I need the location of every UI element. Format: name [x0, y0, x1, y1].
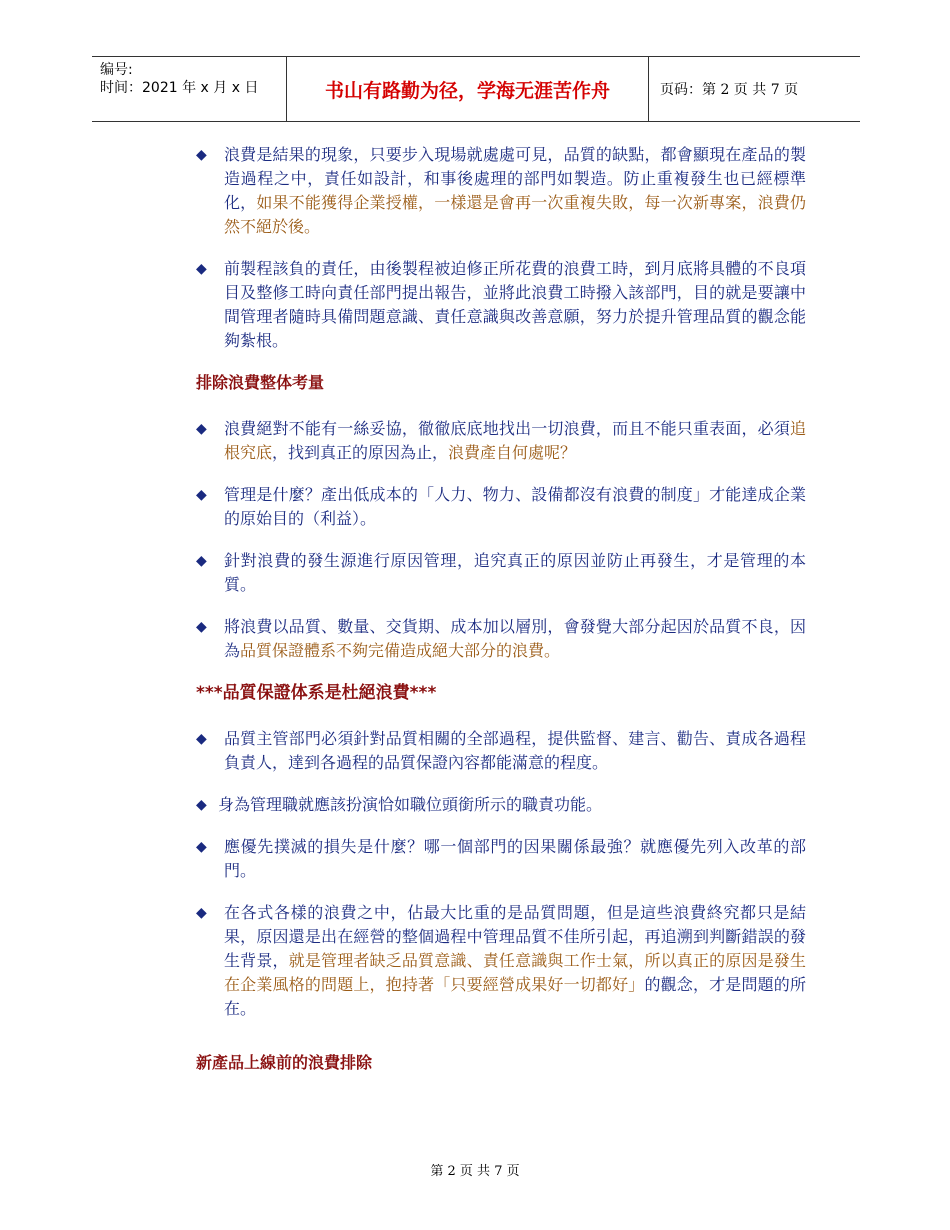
bullet-text: 應優先撲滅的損失是什麼？哪一個部門的因果關係最強？就應優先列入改革的部門。	[224, 837, 806, 880]
bullet-paragraph	[196, 727, 806, 775]
bullet-text: 品質主管部門必須針對品質相關的全部過程，提供監督、建言、勸告、責成各過程負責人，達到各過程的品質保證內容都能滿意的程度。	[224, 729, 806, 772]
page-footer: 第 2 页 共 7 页	[430, 1164, 520, 1179]
bullet-text: 品質保證體系不夠完備造成絕大部分的浪費。	[240, 641, 561, 660]
bullet-text: 浪費產自何處呢？	[448, 443, 577, 462]
bullet-text: 在各式各樣的浪費之中，佔最大比重的是品質問題，但是這些浪費終究都只是結果，原因還是出在經營的整個過程中管理品質不佳所引起，再追溯到判斷錯誤的發生背景，	[224, 903, 806, 970]
header-motto: 书山有路勤为径，学海无涯苦作舟	[324, 79, 610, 102]
bullet-paragraph	[196, 793, 806, 817]
document-body	[196, 143, 806, 1097]
bullet-group-mid	[196, 417, 806, 663]
bullet-text: 將浪費以品質、數量、交貨期、成本加以層別，會發覺大部分起因於品質不良，因為	[224, 617, 806, 660]
section-heading-overall: 排除浪費整体考量	[196, 373, 325, 392]
bullet-paragraph	[196, 615, 806, 663]
bullet-paragraph	[196, 143, 806, 239]
bullet-text: 管理是什麼？產出低成本的「人力、物力、設備都沒有浪費的制度」才能達成企業的原始目的（利益）。	[224, 485, 806, 528]
bullet-text: 的觀念，才是問題的所在。	[224, 975, 806, 1018]
number-label: 编号:	[100, 62, 133, 78]
bullet-paragraph	[196, 417, 806, 465]
page-header	[92, 56, 860, 122]
bullet-text: 浪費絕對不能有一絲妥協，徹徹底底地找出一切浪費，而且不能只重表面，必須	[224, 419, 790, 438]
bullet-paragraph	[196, 549, 806, 597]
bullet-text: 身為管理職就應該扮演恰如職位頭銜所示的職責功能。	[218, 795, 603, 814]
diamond-bullet-icon: ◆	[196, 487, 207, 503]
header-page-number: 页码：第 2 页 共 7 页	[660, 82, 799, 98]
header-meta	[100, 61, 258, 97]
bullet-text: 追根究底	[224, 419, 806, 462]
section-heading-quality-assurance: ***品質保證体系是杜絕浪費***	[196, 683, 437, 703]
bullet-text: 浪費是結果的現象，只要步入現場就處處可見，品質的缺點，都會顯現在產品的製造過程之中，責任如設計，和事後處理的部門如製造。防止重複發生也已經標準化，	[224, 145, 806, 212]
bullet-text: ，找到真正的原因為止，	[272, 443, 449, 462]
diamond-bullet-icon: ◆	[196, 731, 207, 747]
diamond-bullet-icon: ◆	[196, 619, 207, 635]
bullet-paragraph	[196, 483, 806, 531]
diamond-bullet-icon: ◆	[196, 261, 207, 277]
diamond-bullet-icon: ◆	[196, 553, 207, 569]
diamond-bullet-icon: ◆	[196, 905, 207, 921]
bullet-paragraph	[196, 835, 806, 883]
bullet-text: 前製程該負的責任，由後製程被迫修正所花費的浪費工時，到月底將具體的不良項目及整修工時向責任部門提出報告，並將此浪費工時撥入該部門，目的就是要讓中間管理者隨時具備問題意識、責任意識與改善意願，努力於提升管理品質的觀念能夠紮根。	[224, 259, 806, 350]
time-label: 时间：2021 年 x 月 x 日	[100, 80, 259, 96]
bullet-text: 就是管理者缺乏品質意識、責任意識與工作士氣，所以真正的原因是發生在企業風格的問題上，抱持著「只要經營成果好一切都好」	[224, 951, 806, 994]
bullet-text: 針對浪費的發生源進行原因管理，追究真正的原因並防止再發生，才是管理的本質。	[224, 551, 806, 594]
bullet-paragraph	[196, 901, 806, 1021]
diamond-bullet-icon: ◆	[196, 147, 207, 163]
bullet-group-low	[196, 727, 806, 1021]
bullet-text: 如果不能獲得企業授權，一樣還是會再一次重複失敗，每一次新專案，浪費仍然不絕於後。	[224, 193, 806, 236]
bullet-group-top	[196, 143, 806, 353]
diamond-bullet-icon: ◆	[196, 797, 207, 813]
diamond-bullet-icon: ◆	[196, 421, 207, 437]
section-heading-new-product: 新產品上線前的浪費排除	[196, 1053, 373, 1072]
bullet-paragraph	[196, 257, 806, 353]
header-divider	[648, 57, 649, 121]
diamond-bullet-icon: ◆	[196, 839, 207, 855]
